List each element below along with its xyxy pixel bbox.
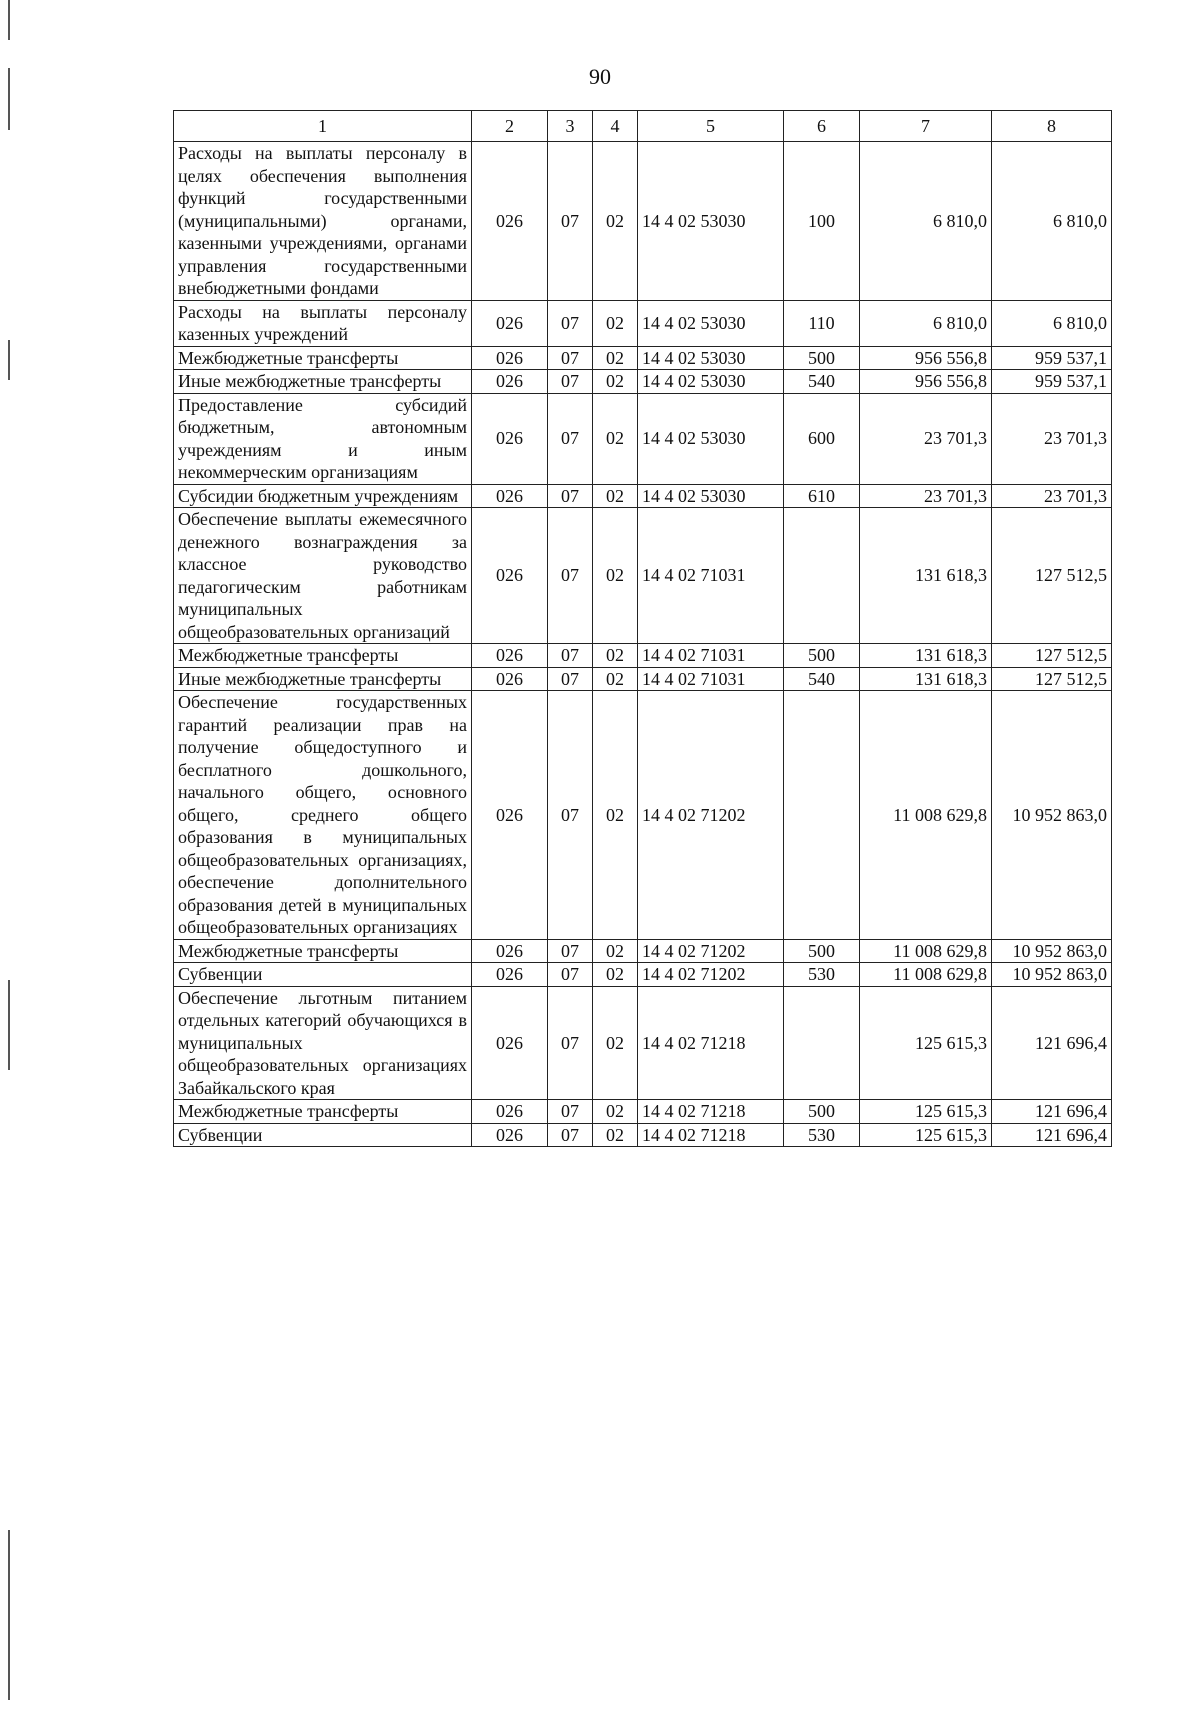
cell-amount-year-2: 959 537,1 xyxy=(992,370,1112,394)
cell-amount-year-2: 127 512,5 xyxy=(992,644,1112,668)
cell-admin-code: 026 xyxy=(472,393,548,484)
cell-target-article: 14 4 02 71218 xyxy=(638,986,784,1100)
cell-section: 07 xyxy=(548,300,593,346)
cell-target-article: 14 4 02 71202 xyxy=(638,939,784,963)
cell-section: 07 xyxy=(548,1100,593,1124)
table-row xyxy=(174,484,1112,508)
cell-target-article: 14 4 02 53030 xyxy=(638,370,784,394)
cell-section: 07 xyxy=(548,644,593,668)
cell-subsection: 02 xyxy=(593,370,638,394)
cell-expense-type: 100 xyxy=(784,142,860,301)
cell-subsection: 02 xyxy=(593,484,638,508)
table-row xyxy=(174,667,1112,691)
cell-expense-type: 500 xyxy=(784,346,860,370)
cell-subsection: 02 xyxy=(593,1100,638,1124)
cell-name: Субвенции xyxy=(174,963,472,987)
table-row xyxy=(174,393,1112,484)
cell-admin-code: 026 xyxy=(472,346,548,370)
budget-table xyxy=(173,110,1112,1147)
cell-amount-year-2: 127 512,5 xyxy=(992,508,1112,644)
cell-name: Обеспечение выплаты ежемесячного денежного вознаграждения за классное руководство педагогическим работникам муниципальных общеобразовательных организаций xyxy=(174,508,472,644)
cell-section: 07 xyxy=(548,691,593,940)
cell-amount-year-2: 121 696,4 xyxy=(992,986,1112,1100)
cell-name: Субсидии бюджетным учреждениям xyxy=(174,484,472,508)
cell-expense-type: 500 xyxy=(784,644,860,668)
column-header: 8 xyxy=(992,111,1112,142)
cell-admin-code: 026 xyxy=(472,142,548,301)
cell-amount-year-1: 125 615,3 xyxy=(860,986,992,1100)
page-number: 90 xyxy=(589,64,611,89)
cell-subsection: 02 xyxy=(593,508,638,644)
cell-name: Субвенции xyxy=(174,1123,472,1147)
cell-admin-code: 026 xyxy=(472,508,548,644)
cell-name: Межбюджетные трансферты xyxy=(174,939,472,963)
cell-expense-type xyxy=(784,508,860,644)
table-row xyxy=(174,346,1112,370)
cell-amount-year-1: 131 618,3 xyxy=(860,644,992,668)
cell-name: Иные межбюджетные трансферты xyxy=(174,667,472,691)
cell-section: 07 xyxy=(548,667,593,691)
cell-name: Расходы на выплаты персоналу казенных учреждений xyxy=(174,300,472,346)
cell-target-article: 14 4 02 71031 xyxy=(638,667,784,691)
cell-section: 07 xyxy=(548,142,593,301)
cell-subsection: 02 xyxy=(593,1123,638,1147)
scan-edge-mark xyxy=(8,980,10,1070)
cell-amount-year-2: 121 696,4 xyxy=(992,1100,1112,1124)
cell-target-article: 14 4 02 53030 xyxy=(638,300,784,346)
table-row xyxy=(174,986,1112,1100)
cell-name: Предоставление субсидий бюджетным, автономным учреждениям и иным некоммерческим организациям xyxy=(174,393,472,484)
cell-admin-code: 026 xyxy=(472,644,548,668)
cell-amount-year-2: 6 810,0 xyxy=(992,300,1112,346)
cell-admin-code: 026 xyxy=(472,484,548,508)
cell-section: 07 xyxy=(548,1123,593,1147)
cell-expense-type: 530 xyxy=(784,1123,860,1147)
scan-edge-mark xyxy=(8,1530,10,1700)
cell-name: Межбюджетные трансферты xyxy=(174,644,472,668)
table-row xyxy=(174,963,1112,987)
table-row xyxy=(174,300,1112,346)
cell-amount-year-1: 11 008 629,8 xyxy=(860,939,992,963)
cell-target-article: 14 4 02 71202 xyxy=(638,963,784,987)
cell-expense-type: 540 xyxy=(784,667,860,691)
table-header-row xyxy=(174,111,1112,142)
cell-amount-year-1: 125 615,3 xyxy=(860,1100,992,1124)
cell-amount-year-1: 6 810,0 xyxy=(860,142,992,301)
cell-amount-year-2: 23 701,3 xyxy=(992,393,1112,484)
cell-name: Обеспечение льготным питанием отдельных категорий обучающихся в муниципальных общеобразовательных организациях Забайкальского края xyxy=(174,986,472,1100)
scan-edge-mark xyxy=(8,340,10,380)
column-header: 3 xyxy=(548,111,593,142)
cell-admin-code: 026 xyxy=(472,939,548,963)
table-body xyxy=(174,142,1112,1147)
cell-amount-year-2: 10 952 863,0 xyxy=(992,963,1112,987)
cell-expense-type: 600 xyxy=(784,393,860,484)
cell-expense-type xyxy=(784,986,860,1100)
column-header: 5 xyxy=(638,111,784,142)
cell-subsection: 02 xyxy=(593,393,638,484)
cell-target-article: 14 4 02 71031 xyxy=(638,508,784,644)
cell-amount-year-1: 125 615,3 xyxy=(860,1123,992,1147)
cell-admin-code: 026 xyxy=(472,300,548,346)
scan-edge-mark xyxy=(8,0,10,40)
cell-target-article: 14 4 02 53030 xyxy=(638,484,784,508)
cell-subsection: 02 xyxy=(593,644,638,668)
cell-admin-code: 026 xyxy=(472,667,548,691)
cell-name: Межбюджетные трансферты xyxy=(174,346,472,370)
cell-amount-year-1: 131 618,3 xyxy=(860,508,992,644)
table-row xyxy=(174,508,1112,644)
cell-amount-year-2: 23 701,3 xyxy=(992,484,1112,508)
cell-amount-year-2: 6 810,0 xyxy=(992,142,1112,301)
cell-section: 07 xyxy=(548,963,593,987)
table-row xyxy=(174,939,1112,963)
cell-amount-year-2: 121 696,4 xyxy=(992,1123,1112,1147)
cell-amount-year-1: 956 556,8 xyxy=(860,370,992,394)
cell-section: 07 xyxy=(548,986,593,1100)
cell-section: 07 xyxy=(548,370,593,394)
cell-expense-type: 500 xyxy=(784,1100,860,1124)
table-row xyxy=(174,1123,1112,1147)
table-row xyxy=(174,644,1112,668)
cell-target-article: 14 4 02 71202 xyxy=(638,691,784,940)
cell-subsection: 02 xyxy=(593,667,638,691)
column-header: 2 xyxy=(472,111,548,142)
cell-amount-year-1: 11 008 629,8 xyxy=(860,963,992,987)
cell-subsection: 02 xyxy=(593,986,638,1100)
cell-subsection: 02 xyxy=(593,142,638,301)
cell-name: Обеспечение государственных гарантий реализации прав на получение общедоступного и бесплатного дошкольного, начального общего, основного общего, среднего общего образования в муниципальных общеобразовательных организациях, обеспечение дополнительного образования детей в муниципальных общеобразовательных организациях xyxy=(174,691,472,940)
cell-expense-type: 610 xyxy=(784,484,860,508)
cell-name: Иные межбюджетные трансферты xyxy=(174,370,472,394)
table-row xyxy=(174,370,1112,394)
column-header: 6 xyxy=(784,111,860,142)
cell-target-article: 14 4 02 71218 xyxy=(638,1100,784,1124)
cell-target-article: 14 4 02 71218 xyxy=(638,1123,784,1147)
cell-amount-year-2: 10 952 863,0 xyxy=(992,691,1112,940)
cell-amount-year-2: 127 512,5 xyxy=(992,667,1112,691)
cell-section: 07 xyxy=(548,346,593,370)
cell-amount-year-1: 131 618,3 xyxy=(860,667,992,691)
cell-admin-code: 026 xyxy=(472,1100,548,1124)
column-header: 7 xyxy=(860,111,992,142)
cell-amount-year-1: 11 008 629,8 xyxy=(860,691,992,940)
cell-target-article: 14 4 02 53030 xyxy=(638,142,784,301)
cell-admin-code: 026 xyxy=(472,963,548,987)
cell-target-article: 14 4 02 53030 xyxy=(638,346,784,370)
cell-expense-type: 500 xyxy=(784,939,860,963)
cell-section: 07 xyxy=(548,484,593,508)
cell-section: 07 xyxy=(548,939,593,963)
table-row xyxy=(174,691,1112,940)
column-header: 4 xyxy=(593,111,638,142)
cell-section: 07 xyxy=(548,393,593,484)
cell-admin-code: 026 xyxy=(472,1123,548,1147)
cell-admin-code: 026 xyxy=(472,986,548,1100)
cell-amount-year-1: 956 556,8 xyxy=(860,346,992,370)
cell-expense-type: 110 xyxy=(784,300,860,346)
cell-name: Расходы на выплаты персоналу в целях обеспечения выполнения функций государственными (муниципальными) органами, казенными учреждениями, органами управления государственными внебюджетными фондами xyxy=(174,142,472,301)
cell-target-article: 14 4 02 71031 xyxy=(638,644,784,668)
cell-subsection: 02 xyxy=(593,691,638,940)
cell-target-article: 14 4 02 53030 xyxy=(638,393,784,484)
table-row xyxy=(174,142,1112,301)
cell-amount-year-1: 23 701,3 xyxy=(860,484,992,508)
cell-admin-code: 026 xyxy=(472,370,548,394)
cell-section: 07 xyxy=(548,508,593,644)
cell-expense-type: 540 xyxy=(784,370,860,394)
cell-subsection: 02 xyxy=(593,963,638,987)
cell-subsection: 02 xyxy=(593,939,638,963)
cell-subsection: 02 xyxy=(593,346,638,370)
cell-amount-year-2: 10 952 863,0 xyxy=(992,939,1112,963)
cell-expense-type xyxy=(784,691,860,940)
cell-expense-type: 530 xyxy=(784,963,860,987)
cell-admin-code: 026 xyxy=(472,691,548,940)
cell-amount-year-1: 23 701,3 xyxy=(860,393,992,484)
cell-name: Межбюджетные трансферты xyxy=(174,1100,472,1124)
cell-amount-year-2: 959 537,1 xyxy=(992,346,1112,370)
column-header: 1 xyxy=(174,111,472,142)
table-row xyxy=(174,1100,1112,1124)
cell-subsection: 02 xyxy=(593,300,638,346)
cell-amount-year-1: 6 810,0 xyxy=(860,300,992,346)
